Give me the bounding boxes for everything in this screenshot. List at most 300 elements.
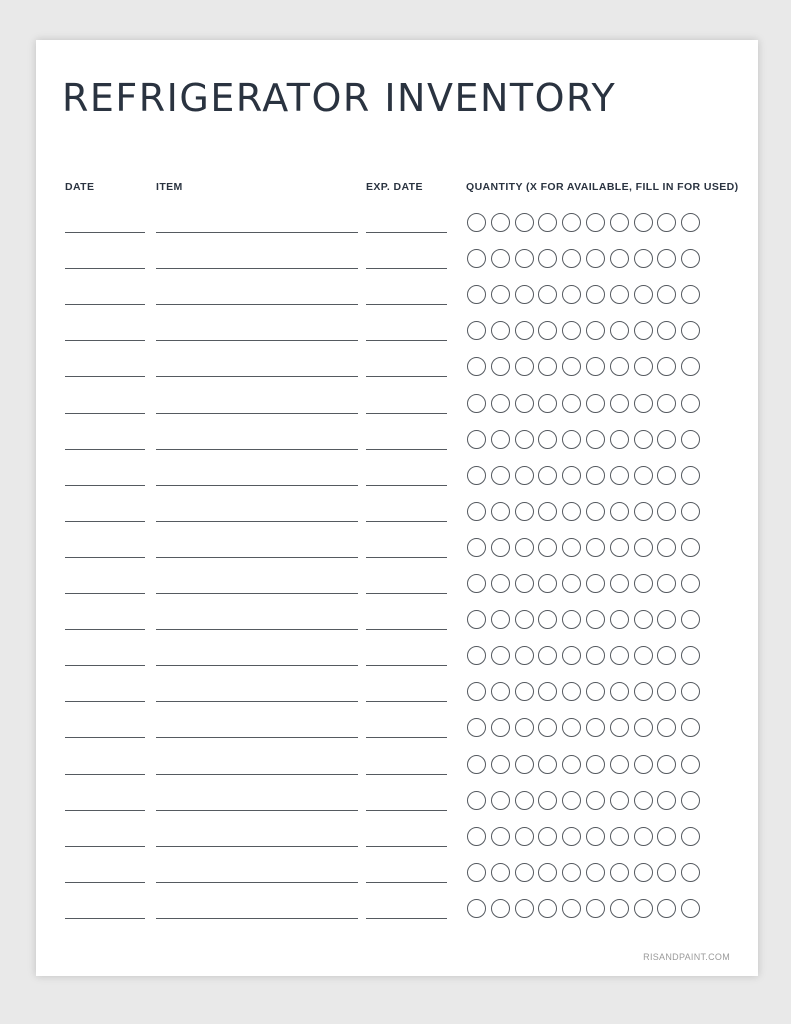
quantity-circle[interactable] bbox=[657, 718, 676, 737]
quantity-circles bbox=[467, 755, 705, 776]
quantity-circle[interactable] bbox=[634, 321, 653, 340]
date-line[interactable] bbox=[65, 629, 145, 630]
inventory-row bbox=[36, 502, 758, 528]
quantity-circle[interactable] bbox=[467, 827, 486, 846]
quantity-circle[interactable] bbox=[610, 863, 629, 882]
quantity-circle[interactable] bbox=[586, 321, 605, 340]
quantity-circle[interactable] bbox=[538, 827, 557, 846]
quantity-circle[interactable] bbox=[634, 466, 653, 485]
quantity-circle[interactable] bbox=[610, 899, 629, 918]
quantity-circle[interactable] bbox=[681, 249, 700, 268]
quantity-circle[interactable] bbox=[515, 213, 534, 232]
quantity-circle[interactable] bbox=[515, 755, 534, 774]
quantity-circle[interactable] bbox=[681, 430, 700, 449]
quantity-circle[interactable] bbox=[586, 213, 605, 232]
item-line[interactable] bbox=[156, 846, 358, 847]
quantity-circle[interactable] bbox=[610, 430, 629, 449]
quantity-circle[interactable] bbox=[634, 430, 653, 449]
quantity-circle[interactable] bbox=[467, 610, 486, 629]
quantity-circle[interactable] bbox=[681, 791, 700, 810]
quantity-circle[interactable] bbox=[681, 285, 700, 304]
item-line[interactable] bbox=[156, 268, 358, 269]
inventory-rows bbox=[36, 40, 758, 976]
quantity-circle[interactable] bbox=[610, 394, 629, 413]
quantity-circle[interactable] bbox=[491, 899, 510, 918]
quantity-circle[interactable] bbox=[491, 394, 510, 413]
exp-date-line[interactable] bbox=[366, 376, 447, 377]
exp-date-line[interactable] bbox=[366, 918, 447, 919]
quantity-circle[interactable] bbox=[491, 213, 510, 232]
item-line[interactable] bbox=[156, 376, 358, 377]
quantity-circle[interactable] bbox=[634, 213, 653, 232]
exp-date-line[interactable] bbox=[366, 629, 447, 630]
item-line[interactable] bbox=[156, 413, 358, 414]
quantity-circle[interactable] bbox=[657, 357, 676, 376]
column-header-date: DATE bbox=[65, 181, 95, 193]
quantity-circle[interactable] bbox=[586, 430, 605, 449]
quantity-circle[interactable] bbox=[634, 899, 653, 918]
quantity-circle[interactable] bbox=[467, 502, 486, 521]
quantity-circle[interactable] bbox=[515, 899, 534, 918]
inventory-row bbox=[36, 430, 758, 456]
item-line[interactable] bbox=[156, 882, 358, 883]
quantity-circle[interactable] bbox=[610, 321, 629, 340]
quantity-circle[interactable] bbox=[491, 791, 510, 810]
quantity-circle[interactable] bbox=[562, 357, 581, 376]
date-line[interactable] bbox=[65, 485, 145, 486]
exp-date-line[interactable] bbox=[366, 521, 447, 522]
quantity-circle[interactable] bbox=[491, 430, 510, 449]
inventory-row bbox=[36, 791, 758, 817]
quantity-circle[interactable] bbox=[586, 718, 605, 737]
quantity-circle[interactable] bbox=[586, 899, 605, 918]
exp-date-line[interactable] bbox=[366, 232, 447, 233]
date-line[interactable] bbox=[65, 593, 145, 594]
exp-date-line[interactable] bbox=[366, 304, 447, 305]
quantity-circles bbox=[467, 682, 705, 703]
quantity-circle[interactable] bbox=[538, 466, 557, 485]
quantity-circle[interactable] bbox=[562, 827, 581, 846]
exp-date-line[interactable] bbox=[366, 701, 447, 702]
item-line[interactable] bbox=[156, 304, 358, 305]
item-line[interactable] bbox=[156, 665, 358, 666]
quantity-circle[interactable] bbox=[634, 718, 653, 737]
quantity-circle[interactable] bbox=[467, 646, 486, 665]
inventory-row bbox=[36, 646, 758, 672]
item-line[interactable] bbox=[156, 557, 358, 558]
quantity-circle[interactable] bbox=[586, 574, 605, 593]
quantity-circle[interactable] bbox=[515, 430, 534, 449]
exp-date-line[interactable] bbox=[366, 557, 447, 558]
quantity-circle[interactable] bbox=[515, 791, 534, 810]
quantity-circle[interactable] bbox=[634, 827, 653, 846]
quantity-circle[interactable] bbox=[586, 538, 605, 557]
quantity-circle[interactable] bbox=[562, 791, 581, 810]
quantity-circle[interactable] bbox=[515, 249, 534, 268]
exp-date-line[interactable] bbox=[366, 882, 447, 883]
quantity-circles bbox=[467, 718, 705, 739]
item-line[interactable] bbox=[156, 629, 358, 630]
quantity-circle[interactable] bbox=[586, 394, 605, 413]
quantity-circle[interactable] bbox=[681, 863, 700, 882]
quantity-circle[interactable] bbox=[515, 646, 534, 665]
item-line[interactable] bbox=[156, 737, 358, 738]
quantity-circle[interactable] bbox=[562, 899, 581, 918]
quantity-circle[interactable] bbox=[657, 574, 676, 593]
quantity-circle[interactable] bbox=[657, 791, 676, 810]
quantity-circle[interactable] bbox=[538, 321, 557, 340]
inventory-row bbox=[36, 213, 758, 239]
exp-date-line[interactable] bbox=[366, 413, 447, 414]
quantity-circle[interactable] bbox=[538, 682, 557, 701]
quantity-circle[interactable] bbox=[467, 538, 486, 557]
item-line[interactable] bbox=[156, 918, 358, 919]
quantity-circle[interactable] bbox=[538, 357, 557, 376]
quantity-circles bbox=[467, 538, 705, 559]
quantity-circle[interactable] bbox=[610, 357, 629, 376]
quantity-circle[interactable] bbox=[538, 249, 557, 268]
quantity-circle[interactable] bbox=[657, 899, 676, 918]
quantity-circle[interactable] bbox=[538, 213, 557, 232]
quantity-circle[interactable] bbox=[538, 394, 557, 413]
quantity-circle[interactable] bbox=[657, 646, 676, 665]
quantity-circle[interactable] bbox=[491, 466, 510, 485]
quantity-circle[interactable] bbox=[657, 430, 676, 449]
quantity-circle[interactable] bbox=[634, 249, 653, 268]
quantity-circles bbox=[467, 249, 705, 270]
quantity-circle[interactable] bbox=[467, 321, 486, 340]
quantity-circle[interactable] bbox=[538, 863, 557, 882]
quantity-circle[interactable] bbox=[467, 682, 486, 701]
quantity-circle[interactable] bbox=[634, 791, 653, 810]
quantity-circle[interactable] bbox=[467, 791, 486, 810]
quantity-circle[interactable] bbox=[491, 610, 510, 629]
quantity-circle[interactable] bbox=[515, 394, 534, 413]
quantity-circle[interactable] bbox=[586, 610, 605, 629]
inventory-row bbox=[36, 574, 758, 600]
quantity-circle[interactable] bbox=[562, 610, 581, 629]
quantity-circle[interactable] bbox=[610, 538, 629, 557]
quantity-circle[interactable] bbox=[657, 213, 676, 232]
quantity-circle[interactable] bbox=[586, 285, 605, 304]
quantity-circle[interactable] bbox=[610, 249, 629, 268]
quantity-circle[interactable] bbox=[634, 863, 653, 882]
quantity-circle[interactable] bbox=[491, 321, 510, 340]
quantity-circle[interactable] bbox=[467, 755, 486, 774]
exp-date-line[interactable] bbox=[366, 737, 447, 738]
quantity-circles bbox=[467, 791, 705, 812]
inventory-row bbox=[36, 466, 758, 492]
quantity-circle[interactable] bbox=[610, 791, 629, 810]
quantity-circle[interactable] bbox=[562, 574, 581, 593]
exp-date-line[interactable] bbox=[366, 593, 447, 594]
quantity-circle[interactable] bbox=[634, 682, 653, 701]
quantity-circle[interactable] bbox=[491, 502, 510, 521]
quantity-circle[interactable] bbox=[491, 718, 510, 737]
quantity-circle[interactable] bbox=[562, 646, 581, 665]
quantity-circle[interactable] bbox=[515, 863, 534, 882]
date-line[interactable] bbox=[65, 449, 145, 450]
quantity-circle[interactable] bbox=[681, 394, 700, 413]
date-line[interactable] bbox=[65, 413, 145, 414]
quantity-circle[interactable] bbox=[515, 610, 534, 629]
quantity-circle[interactable] bbox=[538, 610, 557, 629]
quantity-circle[interactable] bbox=[562, 321, 581, 340]
quantity-circle[interactable] bbox=[586, 827, 605, 846]
quantity-circle[interactable] bbox=[467, 430, 486, 449]
item-line[interactable] bbox=[156, 774, 358, 775]
quantity-circle[interactable] bbox=[657, 502, 676, 521]
quantity-circle[interactable] bbox=[538, 791, 557, 810]
quantity-circle[interactable] bbox=[538, 755, 557, 774]
quantity-circles bbox=[467, 574, 705, 595]
item-line[interactable] bbox=[156, 449, 358, 450]
item-line[interactable] bbox=[156, 521, 358, 522]
quantity-circle[interactable] bbox=[467, 466, 486, 485]
quantity-circle[interactable] bbox=[657, 755, 676, 774]
quantity-circles bbox=[467, 899, 705, 920]
quantity-circle[interactable] bbox=[491, 538, 510, 557]
quantity-circle[interactable] bbox=[634, 610, 653, 629]
quantity-circle[interactable] bbox=[610, 466, 629, 485]
quantity-circle[interactable] bbox=[657, 321, 676, 340]
footer-website: RISANDPAINT.COM bbox=[643, 952, 730, 962]
quantity-circle[interactable] bbox=[681, 357, 700, 376]
quantity-circle[interactable] bbox=[491, 863, 510, 882]
quantity-circle[interactable] bbox=[634, 538, 653, 557]
quantity-circle[interactable] bbox=[657, 827, 676, 846]
quantity-circles bbox=[467, 827, 705, 848]
quantity-circle[interactable] bbox=[562, 682, 581, 701]
item-line[interactable] bbox=[156, 810, 358, 811]
quantity-circles bbox=[467, 430, 705, 451]
inventory-row bbox=[36, 827, 758, 853]
quantity-circle[interactable] bbox=[562, 430, 581, 449]
quantity-circle[interactable] bbox=[610, 827, 629, 846]
item-line[interactable] bbox=[156, 593, 358, 594]
quantity-circle[interactable] bbox=[634, 357, 653, 376]
quantity-circle[interactable] bbox=[657, 249, 676, 268]
quantity-circle[interactable] bbox=[681, 682, 700, 701]
quantity-circle[interactable] bbox=[515, 827, 534, 846]
quantity-circle[interactable] bbox=[491, 249, 510, 268]
quantity-circle[interactable] bbox=[467, 899, 486, 918]
quantity-circle[interactable] bbox=[562, 718, 581, 737]
item-line[interactable] bbox=[156, 701, 358, 702]
date-line[interactable] bbox=[65, 340, 145, 341]
quantity-circle[interactable] bbox=[515, 466, 534, 485]
quantity-circles bbox=[467, 502, 705, 523]
quantity-circle[interactable] bbox=[610, 285, 629, 304]
quantity-circle[interactable] bbox=[586, 646, 605, 665]
quantity-circle[interactable] bbox=[515, 285, 534, 304]
quantity-circle[interactable] bbox=[491, 357, 510, 376]
quantity-circle[interactable] bbox=[586, 502, 605, 521]
quantity-circle[interactable] bbox=[515, 682, 534, 701]
quantity-circle[interactable] bbox=[515, 538, 534, 557]
inventory-row bbox=[36, 863, 758, 889]
quantity-circle[interactable] bbox=[515, 574, 534, 593]
quantity-circle[interactable] bbox=[657, 610, 676, 629]
date-line[interactable] bbox=[65, 376, 145, 377]
quantity-circle[interactable] bbox=[681, 827, 700, 846]
quantity-circle[interactable] bbox=[515, 718, 534, 737]
quantity-circles bbox=[467, 466, 705, 487]
inventory-row bbox=[36, 682, 758, 708]
quantity-circle[interactable] bbox=[681, 646, 700, 665]
date-line[interactable] bbox=[65, 918, 145, 919]
exp-date-line[interactable] bbox=[366, 665, 447, 666]
exp-date-line[interactable] bbox=[366, 846, 447, 847]
quantity-circle[interactable] bbox=[657, 538, 676, 557]
column-header-item: ITEM bbox=[156, 181, 183, 193]
quantity-circle[interactable] bbox=[562, 285, 581, 304]
quantity-circle[interactable] bbox=[491, 755, 510, 774]
quantity-circle[interactable] bbox=[491, 285, 510, 304]
quantity-circle[interactable] bbox=[586, 466, 605, 485]
quantity-circle[interactable] bbox=[681, 610, 700, 629]
quantity-circles bbox=[467, 610, 705, 631]
date-line[interactable] bbox=[65, 882, 145, 883]
date-line[interactable] bbox=[65, 665, 145, 666]
inventory-sheet bbox=[36, 40, 758, 976]
quantity-circle[interactable] bbox=[657, 394, 676, 413]
quantity-circle[interactable] bbox=[515, 502, 534, 521]
quantity-circle[interactable] bbox=[610, 755, 629, 774]
quantity-circle[interactable] bbox=[610, 213, 629, 232]
quantity-circle[interactable] bbox=[562, 538, 581, 557]
quantity-circle[interactable] bbox=[538, 574, 557, 593]
quantity-circle[interactable] bbox=[586, 357, 605, 376]
inventory-row bbox=[36, 394, 758, 420]
date-line[interactable] bbox=[65, 701, 145, 702]
quantity-circle[interactable] bbox=[634, 646, 653, 665]
quantity-circle[interactable] bbox=[610, 610, 629, 629]
quantity-circle[interactable] bbox=[610, 646, 629, 665]
quantity-circle[interactable] bbox=[538, 430, 557, 449]
quantity-circle[interactable] bbox=[657, 466, 676, 485]
quantity-circle[interactable] bbox=[634, 755, 653, 774]
inventory-row bbox=[36, 718, 758, 744]
quantity-circle[interactable] bbox=[610, 682, 629, 701]
date-line[interactable] bbox=[65, 737, 145, 738]
quantity-circle[interactable] bbox=[538, 646, 557, 665]
quantity-circle[interactable] bbox=[467, 213, 486, 232]
date-line[interactable] bbox=[65, 846, 145, 847]
exp-date-line[interactable] bbox=[366, 774, 447, 775]
quantity-circle[interactable] bbox=[515, 321, 534, 340]
date-line[interactable] bbox=[65, 232, 145, 233]
inventory-row bbox=[36, 610, 758, 636]
quantity-circles bbox=[467, 321, 705, 342]
date-line[interactable] bbox=[65, 557, 145, 558]
exp-date-line[interactable] bbox=[366, 810, 447, 811]
inventory-row bbox=[36, 755, 758, 781]
exp-date-line[interactable] bbox=[366, 268, 447, 269]
quantity-circle[interactable] bbox=[467, 394, 486, 413]
quantity-circle[interactable] bbox=[681, 466, 700, 485]
quantity-circle[interactable] bbox=[634, 502, 653, 521]
quantity-circle[interactable] bbox=[657, 863, 676, 882]
quantity-circle[interactable] bbox=[586, 863, 605, 882]
exp-date-line[interactable] bbox=[366, 449, 447, 450]
quantity-circle[interactable] bbox=[491, 646, 510, 665]
quantity-circle[interactable] bbox=[681, 213, 700, 232]
quantity-circle[interactable] bbox=[538, 285, 557, 304]
quantity-circle[interactable] bbox=[586, 755, 605, 774]
quantity-circle[interactable] bbox=[634, 574, 653, 593]
quantity-circle[interactable] bbox=[657, 285, 676, 304]
quantity-circle[interactable] bbox=[467, 285, 486, 304]
quantity-circle[interactable] bbox=[538, 718, 557, 737]
quantity-circle[interactable] bbox=[681, 899, 700, 918]
quantity-circle[interactable] bbox=[634, 394, 653, 413]
quantity-circle[interactable] bbox=[681, 321, 700, 340]
date-line[interactable] bbox=[65, 810, 145, 811]
quantity-circle[interactable] bbox=[562, 466, 581, 485]
quantity-circles bbox=[467, 646, 705, 667]
quantity-circle[interactable] bbox=[467, 863, 486, 882]
quantity-circle[interactable] bbox=[610, 574, 629, 593]
date-line[interactable] bbox=[65, 521, 145, 522]
quantity-circle[interactable] bbox=[586, 682, 605, 701]
quantity-circle[interactable] bbox=[467, 574, 486, 593]
exp-date-line[interactable] bbox=[366, 340, 447, 341]
quantity-circle[interactable] bbox=[634, 285, 653, 304]
quantity-circle[interactable] bbox=[681, 574, 700, 593]
quantity-circle[interactable] bbox=[538, 538, 557, 557]
item-line[interactable] bbox=[156, 232, 358, 233]
item-line[interactable] bbox=[156, 485, 358, 486]
quantity-circle[interactable] bbox=[681, 718, 700, 737]
quantity-circle[interactable] bbox=[562, 394, 581, 413]
quantity-circle[interactable] bbox=[681, 538, 700, 557]
quantity-circle[interactable] bbox=[467, 357, 486, 376]
quantity-circle[interactable] bbox=[491, 682, 510, 701]
quantity-circle[interactable] bbox=[586, 249, 605, 268]
quantity-circle[interactable] bbox=[562, 502, 581, 521]
inventory-row bbox=[36, 321, 758, 347]
quantity-circles bbox=[467, 213, 705, 234]
inventory-row bbox=[36, 538, 758, 564]
quantity-circle[interactable] bbox=[467, 249, 486, 268]
quantity-circle[interactable] bbox=[491, 827, 510, 846]
quantity-circle[interactable] bbox=[610, 502, 629, 521]
quantity-circle[interactable] bbox=[562, 249, 581, 268]
quantity-circle[interactable] bbox=[538, 502, 557, 521]
date-line[interactable] bbox=[65, 774, 145, 775]
quantity-circle[interactable] bbox=[562, 755, 581, 774]
quantity-circle[interactable] bbox=[657, 682, 676, 701]
item-line[interactable] bbox=[156, 340, 358, 341]
quantity-circle[interactable] bbox=[491, 574, 510, 593]
exp-date-line[interactable] bbox=[366, 485, 447, 486]
inventory-row bbox=[36, 899, 758, 925]
quantity-circle[interactable] bbox=[515, 357, 534, 376]
quantity-circle[interactable] bbox=[610, 718, 629, 737]
date-line[interactable] bbox=[65, 304, 145, 305]
quantity-circle[interactable] bbox=[538, 899, 557, 918]
date-line[interactable] bbox=[65, 268, 145, 269]
quantity-circle[interactable] bbox=[562, 863, 581, 882]
quantity-circle[interactable] bbox=[681, 502, 700, 521]
quantity-circle[interactable] bbox=[586, 791, 605, 810]
quantity-circle[interactable] bbox=[681, 755, 700, 774]
page-title: REFRIGERATOR INVENTORY bbox=[62, 76, 617, 120]
column-header-quantity: QUANTITY (X FOR AVAILABLE, FILL IN FOR USED) bbox=[466, 181, 739, 193]
quantity-circle[interactable] bbox=[562, 213, 581, 232]
quantity-circle[interactable] bbox=[467, 718, 486, 737]
